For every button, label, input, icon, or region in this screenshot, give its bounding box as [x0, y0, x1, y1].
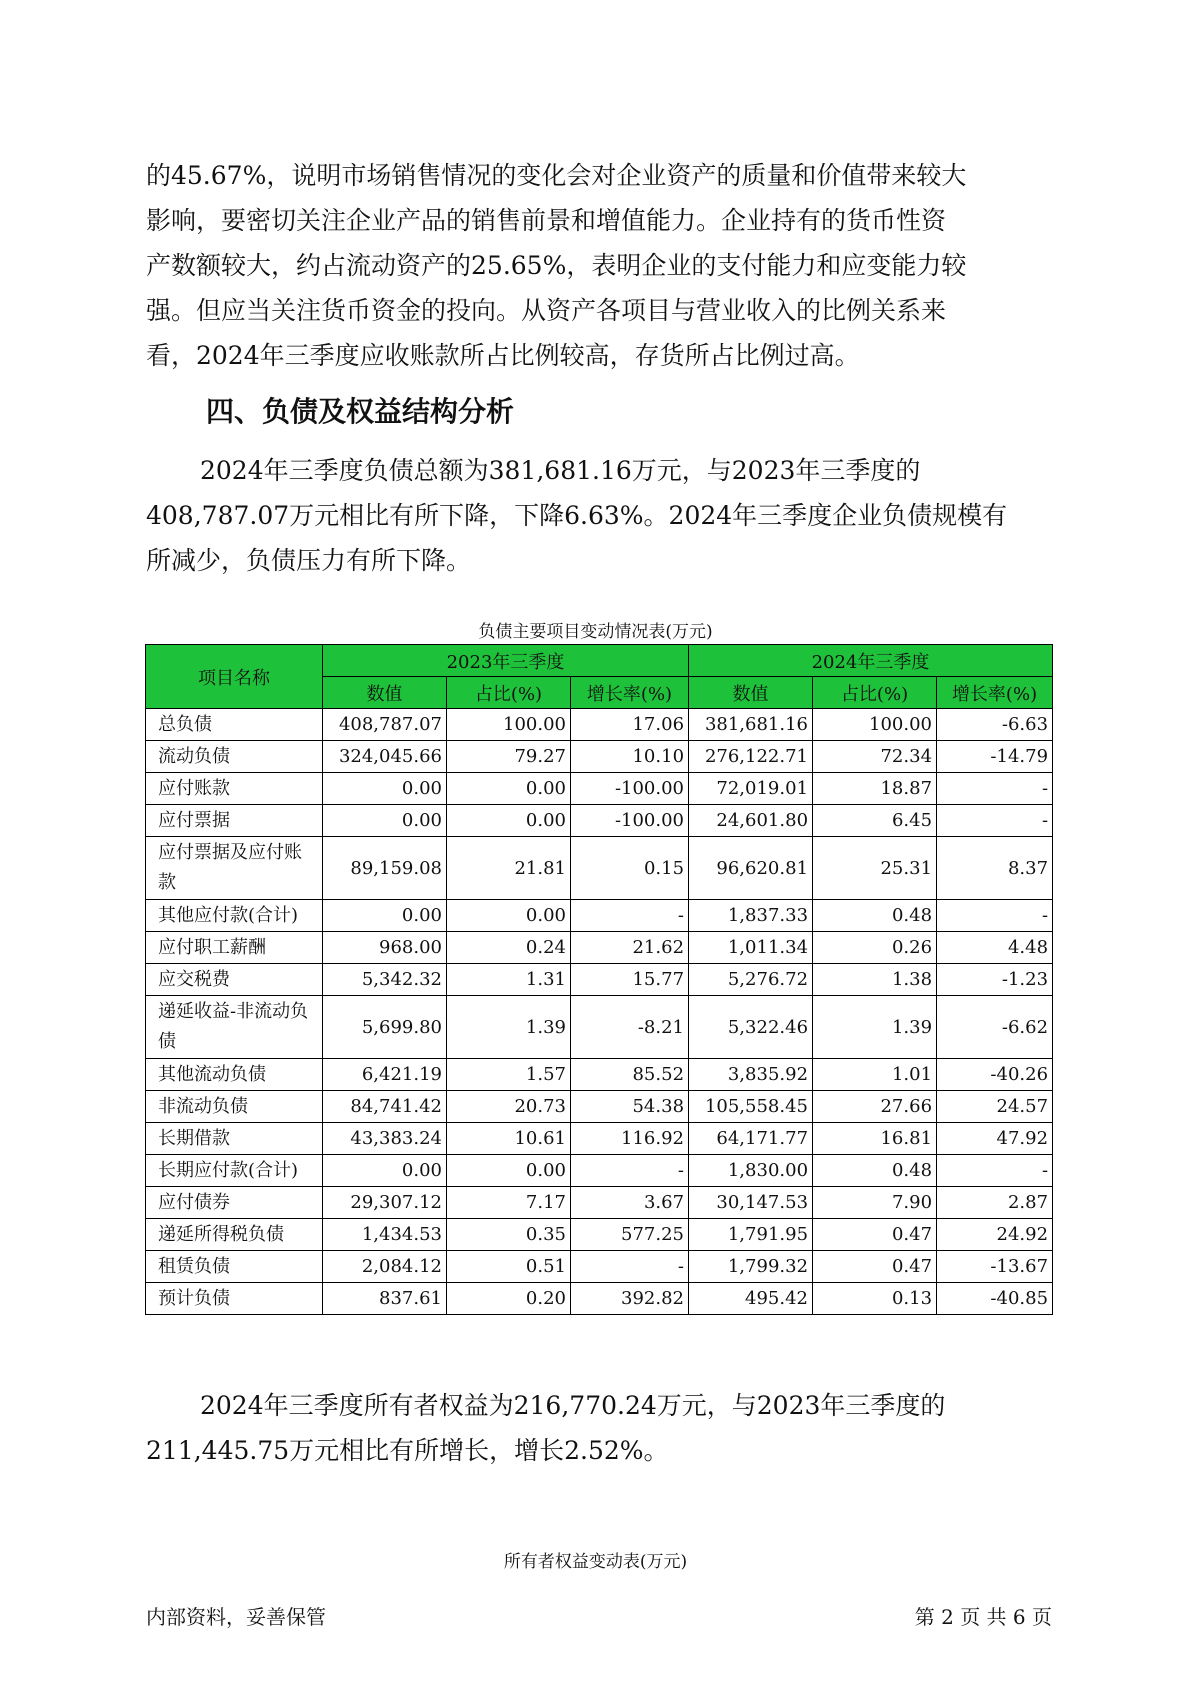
text-line: 强。但应当关注货币资金的投向。从资产各项目与营业收入的比例关系来	[146, 296, 947, 325]
cell-value-2023: 0.00	[323, 805, 447, 837]
cell-share-2024: 1.01	[813, 1059, 937, 1091]
cell-value-2023: 837.61	[323, 1283, 447, 1315]
cell-share-2024: 1.38	[813, 964, 937, 996]
cell-value-2023: 5,699.80	[323, 996, 447, 1059]
cell-value-2023: 0.00	[323, 773, 447, 805]
cell-growth-2023: -100.00	[571, 773, 689, 805]
cell-growth-2024: -	[937, 773, 1053, 805]
cell-share-2023: 0.24	[447, 932, 571, 964]
cell-growth-2024: -	[937, 1155, 1053, 1187]
cell-value-2024: 5,276.72	[689, 964, 813, 996]
cell-share-2023: 0.00	[447, 773, 571, 805]
cell-growth-2023: 54.38	[571, 1091, 689, 1123]
cell-growth-2024: -14.79	[937, 741, 1053, 773]
cell-value-2023: 0.00	[323, 900, 447, 932]
cell-growth-2024: -	[937, 900, 1053, 932]
table-row	[146, 900, 1053, 932]
cell-growth-2023: 17.06	[571, 709, 689, 741]
header-value: 数值	[689, 677, 813, 709]
table-row	[146, 932, 1053, 964]
cell-share-2023: 0.00	[447, 900, 571, 932]
cell-item-name: 应付账款	[146, 773, 323, 805]
header-period-2024: 2024年三季度	[689, 645, 1053, 677]
cell-growth-2024: -40.26	[937, 1059, 1053, 1091]
cell-value-2023: 968.00	[323, 932, 447, 964]
cell-value-2023: 408,787.07	[323, 709, 447, 741]
cell-item-name: 应付债券	[146, 1187, 323, 1219]
cell-growth-2024: -13.67	[937, 1251, 1053, 1283]
text-line: 408,787.07万元相比有所下降，下降6.63%。2024年三季度企业负债规模有	[146, 501, 1008, 530]
cell-growth-2023: 85.52	[571, 1059, 689, 1091]
footer-confidential-note: 内部资料，妥善保管	[146, 1605, 326, 1629]
cell-share-2024: 25.31	[813, 837, 937, 900]
liabilities-table-body	[146, 709, 1053, 1315]
cell-value-2024: 1,799.32	[689, 1251, 813, 1283]
cell-share-2023: 1.57	[447, 1059, 571, 1091]
table-row	[146, 996, 1053, 1059]
cell-item-name: 非流动负债	[146, 1091, 323, 1123]
text-line: 产数额较大，约占流动资产的25.65%，表明企业的支付能力和应变能力较	[146, 251, 967, 280]
table-row	[146, 1123, 1053, 1155]
cell-share-2024: 0.13	[813, 1283, 937, 1315]
cell-item-name: 应付票据	[146, 805, 323, 837]
paragraph-asset-analysis	[146, 153, 1050, 378]
cell-growth-2024: 4.48	[937, 932, 1053, 964]
cell-growth-2024: -6.62	[937, 996, 1053, 1059]
cell-value-2024: 30,147.53	[689, 1187, 813, 1219]
cell-share-2024: 0.26	[813, 932, 937, 964]
cell-growth-2024: 24.57	[937, 1091, 1053, 1123]
table-row	[146, 837, 1053, 900]
cell-value-2024: 24,601.80	[689, 805, 813, 837]
header-share: 占比(%)	[447, 677, 571, 709]
cell-share-2024: 0.47	[813, 1251, 937, 1283]
text-line: 的45.67%，说明市场销售情况的变化会对企业资产的质量和价值带来较大	[146, 161, 967, 190]
cell-value-2023: 43,383.24	[323, 1123, 447, 1155]
cell-share-2023: 10.61	[447, 1123, 571, 1155]
cell-value-2024: 1,791.95	[689, 1219, 813, 1251]
cell-growth-2024: -	[937, 805, 1053, 837]
cell-value-2023: 6,421.19	[323, 1059, 447, 1091]
cell-item-name: 递延所得税负债	[146, 1219, 323, 1251]
text-line: 所减少，负债压力有所下降。	[146, 546, 472, 575]
cell-item-name: 应付职工薪酬	[146, 932, 323, 964]
cell-share-2024: 100.00	[813, 709, 937, 741]
table-row	[146, 709, 1053, 741]
cell-item-name: 流动负债	[146, 741, 323, 773]
table-row	[146, 1091, 1053, 1123]
cell-value-2023: 324,045.66	[323, 741, 447, 773]
cell-item-name: 应交税费	[146, 964, 323, 996]
cell-share-2024: 16.81	[813, 1123, 937, 1155]
table-row	[146, 1283, 1053, 1315]
cell-value-2024: 64,171.77	[689, 1123, 813, 1155]
table-row	[146, 1155, 1053, 1187]
cell-growth-2024: 47.92	[937, 1123, 1053, 1155]
cell-growth-2024: 2.87	[937, 1187, 1053, 1219]
cell-share-2023: 7.17	[447, 1187, 571, 1219]
cell-share-2024: 18.87	[813, 773, 937, 805]
table-row	[146, 805, 1053, 837]
table-row	[146, 1059, 1053, 1091]
header-item-name: 项目名称	[146, 645, 323, 709]
cell-value-2024: 3,835.92	[689, 1059, 813, 1091]
cell-value-2024: 1,011.34	[689, 932, 813, 964]
cell-value-2024: 495.42	[689, 1283, 813, 1315]
cell-value-2023: 1,434.53	[323, 1219, 447, 1251]
cell-item-name: 应付票据及应付账款	[146, 837, 323, 900]
cell-share-2023: 1.39	[447, 996, 571, 1059]
section-heading: 四、负债及权益结构分析	[206, 395, 515, 428]
cell-share-2024: 0.48	[813, 900, 937, 932]
cell-share-2024: 6.45	[813, 805, 937, 837]
table-caption-equity: 所有者权益变动表(万元)	[503, 1552, 688, 1572]
cell-growth-2023: 392.82	[571, 1283, 689, 1315]
cell-item-name: 总负债	[146, 709, 323, 741]
cell-value-2024: 276,122.71	[689, 741, 813, 773]
header-growth: 增长率(%)	[571, 677, 689, 709]
cell-value-2024: 105,558.45	[689, 1091, 813, 1123]
cell-growth-2023: 116.92	[571, 1123, 689, 1155]
cell-share-2023: 21.81	[447, 837, 571, 900]
cell-growth-2023: -	[571, 900, 689, 932]
cell-growth-2023: 15.77	[571, 964, 689, 996]
cell-growth-2023: 10.10	[571, 741, 689, 773]
cell-share-2024: 27.66	[813, 1091, 937, 1123]
cell-growth-2023: 577.25	[571, 1219, 689, 1251]
cell-share-2023: 79.27	[447, 741, 571, 773]
cell-share-2023: 100.00	[447, 709, 571, 741]
cell-growth-2024: 8.37	[937, 837, 1053, 900]
cell-growth-2024: -6.63	[937, 709, 1053, 741]
cell-growth-2024: 24.92	[937, 1219, 1053, 1251]
cell-share-2023: 0.35	[447, 1219, 571, 1251]
table-row	[146, 964, 1053, 996]
cell-value-2023: 29,307.12	[323, 1187, 447, 1219]
cell-share-2023: 20.73	[447, 1091, 571, 1123]
cell-item-name: 租赁负债	[146, 1251, 323, 1283]
cell-value-2024: 72,019.01	[689, 773, 813, 805]
cell-growth-2023: 0.15	[571, 837, 689, 900]
table-row	[146, 1251, 1053, 1283]
cell-growth-2024: -40.85	[937, 1283, 1053, 1315]
cell-share-2024: 1.39	[813, 996, 937, 1059]
cell-growth-2023: -8.21	[571, 996, 689, 1059]
cell-share-2023: 1.31	[447, 964, 571, 996]
cell-value-2023: 89,159.08	[323, 837, 447, 900]
text-line: 2024年三季度负债总额为381,681.16万元，与2023年三季度的	[200, 456, 921, 485]
cell-value-2024: 1,837.33	[689, 900, 813, 932]
paragraph-equity-summary	[146, 1383, 1050, 1473]
cell-share-2024: 0.47	[813, 1219, 937, 1251]
header-share: 占比(%)	[813, 677, 937, 709]
cell-item-name: 递延收益-非流动负债	[146, 996, 323, 1059]
text-line: 看，2024年三季度应收账款所占比例较高，存货所占比例过高。	[146, 341, 860, 370]
cell-item-name: 其他应付款(合计)	[146, 900, 323, 932]
cell-value-2024: 96,620.81	[689, 837, 813, 900]
cell-value-2023: 84,741.42	[323, 1091, 447, 1123]
cell-value-2024: 381,681.16	[689, 709, 813, 741]
header-value: 数值	[323, 677, 447, 709]
cell-value-2023: 2,084.12	[323, 1251, 447, 1283]
cell-item-name: 长期借款	[146, 1123, 323, 1155]
cell-share-2023: 0.20	[447, 1283, 571, 1315]
cell-share-2024: 7.90	[813, 1187, 937, 1219]
paragraph-liability-summary	[146, 448, 1050, 583]
text-line: 2024年三季度所有者权益为216,770.24万元，与2023年三季度的	[200, 1391, 946, 1420]
text-line: 影响，要密切关注企业产品的销售前景和增值能力。企业持有的货币性资	[146, 206, 947, 235]
cell-item-name: 其他流动负债	[146, 1059, 323, 1091]
header-growth: 增长率(%)	[937, 677, 1053, 709]
cell-share-2023: 0.00	[447, 1155, 571, 1187]
cell-growth-2024: -1.23	[937, 964, 1053, 996]
table-row	[146, 773, 1053, 805]
liabilities-table	[145, 644, 1053, 1315]
footer-page-number: 第 2 页 共 6 页	[914, 1605, 1052, 1629]
cell-value-2023: 0.00	[323, 1155, 447, 1187]
cell-share-2024: 0.48	[813, 1155, 937, 1187]
cell-growth-2023: -100.00	[571, 805, 689, 837]
cell-growth-2023: 3.67	[571, 1187, 689, 1219]
header-period-2023: 2023年三季度	[323, 645, 689, 677]
cell-share-2023: 0.00	[447, 805, 571, 837]
table-caption-liabilities: 负债主要项目变动情况表(万元)	[478, 622, 713, 642]
cell-growth-2023: -	[571, 1155, 689, 1187]
cell-growth-2023: 21.62	[571, 932, 689, 964]
cell-item-name: 长期应付款(合计)	[146, 1155, 323, 1187]
table-row	[146, 1219, 1053, 1251]
cell-growth-2023: -	[571, 1251, 689, 1283]
cell-item-name: 预计负债	[146, 1283, 323, 1315]
cell-share-2023: 0.51	[447, 1251, 571, 1283]
cell-value-2023: 5,342.32	[323, 964, 447, 996]
cell-value-2024: 1,830.00	[689, 1155, 813, 1187]
table-row	[146, 1187, 1053, 1219]
cell-value-2024: 5,322.46	[689, 996, 813, 1059]
table-row	[146, 741, 1053, 773]
text-line: 211,445.75万元相比有所增长，增长2.52%。	[146, 1436, 669, 1465]
cell-share-2024: 72.34	[813, 741, 937, 773]
